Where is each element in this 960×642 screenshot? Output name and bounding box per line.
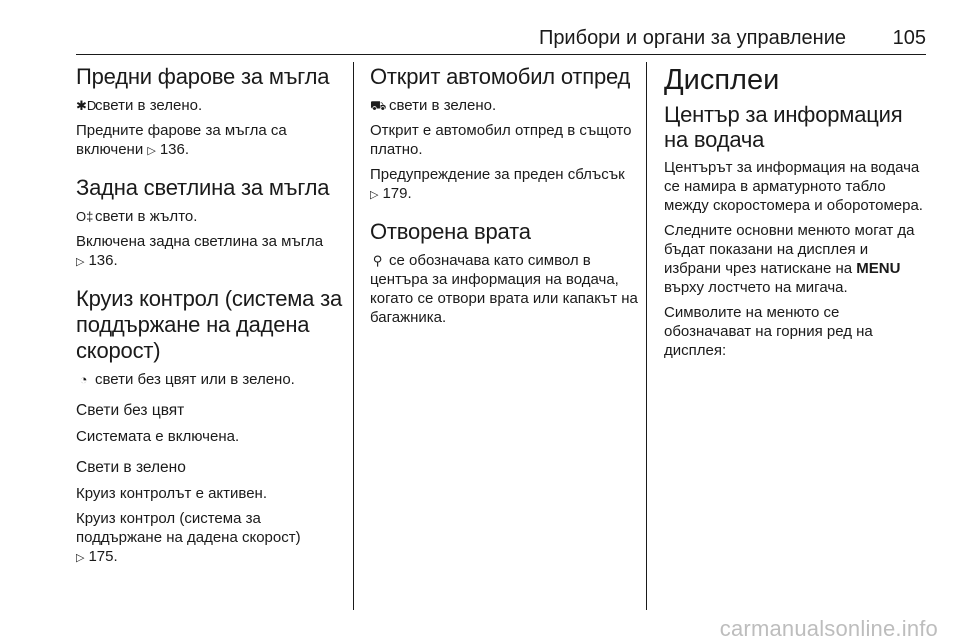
- driver-info-p2: Следните основни менюто могат да бъдат показани на дисплея и избрани чрез натискане на MENU върху лостчето на мигача.: [664, 222, 915, 296]
- rear-fog-light-icon: O‡: [76, 209, 94, 224]
- section-heading-front-fog: Предни фарове за мъгла: [76, 64, 330, 89]
- subheading-green: Свети в зелено: [76, 459, 186, 476]
- page-header: [76, 26, 926, 50]
- page-ref[interactable]: 136.: [88, 252, 118, 269]
- section-heading-rear-fog: Задна светлина за мъгла: [76, 175, 330, 200]
- vehicle-ahead-icon: ⛟: [370, 98, 387, 113]
- collision-warning-text: Предупреждение за преден сблъсък ▷ 179.: [370, 165, 640, 205]
- cruise-sub2-ref-text: Круиз контрол (система за поддържане на дадена скорост) ▷ 175.: [76, 509, 344, 568]
- cruise-sub1-text: Системата е включена.: [76, 428, 240, 445]
- menu-button-label: MENU: [856, 260, 901, 277]
- cruise-status: ◔ свети без цвят или в зелено.: [76, 370, 344, 389]
- front-fog-light-icon: ✱D: [76, 98, 97, 113]
- section-heading-driver-info: Център за информация на водача: [664, 102, 903, 152]
- vehicle-ahead-text: Открит е автомобил отпред в същото платно.: [370, 122, 632, 158]
- page-ref-arrow-icon: ▷: [76, 256, 85, 268]
- cruise-sub2-text: Круиз контролът е активен.: [76, 485, 268, 502]
- page-number: 105: [892, 27, 926, 49]
- page-ref[interactable]: 136.: [159, 141, 190, 158]
- driver-info-p3: Символите на менюто се обозначават на горния ред на дисплея:: [664, 304, 873, 359]
- page-ref[interactable]: 175.: [88, 548, 118, 565]
- watermark: carmanualsonline.info: [719, 616, 938, 641]
- vehicle-ahead-status: ⛟ свети в зелено.: [370, 97, 497, 114]
- section-heading-vehicle-ahead: Открит автомобил отпред: [370, 64, 631, 89]
- door-open-text: ⚲ се обозначава като символ в центъра за информация на водача, когато се отвори врата или капакът на багажника.: [370, 252, 638, 326]
- section-heading-cruise: Круиз контрол (система за поддържане на дадена скорост): [76, 286, 343, 363]
- column-divider: [646, 62, 647, 610]
- column-left: [76, 64, 344, 574]
- page-ref[interactable]: 179.: [382, 185, 412, 202]
- rear-fog-status: O‡ свети в жълто.: [76, 208, 198, 225]
- door-open-icon: ⚲: [372, 253, 383, 268]
- page-ref-arrow-icon: ▷: [370, 189, 379, 201]
- front-fog-description: Предните фарове за мъгла са включени ▷ 136.: [76, 121, 344, 161]
- driver-info-p1: Центърът за информация на водача се намира в арматурното табло между скоростомера и оборотомера.: [664, 159, 923, 214]
- front-fog-status: ✱Dсвети в зелено.: [76, 97, 203, 114]
- section-heading-door-open: Отворена врата: [370, 219, 531, 244]
- chapter-title: Дисплеи: [664, 64, 780, 96]
- subheading-no-color: Свети без цвят: [76, 402, 185, 419]
- column-divider: [353, 62, 354, 610]
- page-ref-arrow-icon: ▷: [147, 145, 156, 157]
- column-right: [664, 64, 929, 366]
- rear-fog-description: Включена задна светлина за мъгла ▷ 136.: [76, 232, 344, 272]
- column-middle: [370, 64, 640, 333]
- header-title: Прибори и органи за управление: [538, 27, 846, 49]
- page-ref-arrow-icon: ▷: [76, 552, 85, 564]
- header-rule: [76, 54, 926, 55]
- cruise-control-icon: ◔: [79, 372, 88, 387]
